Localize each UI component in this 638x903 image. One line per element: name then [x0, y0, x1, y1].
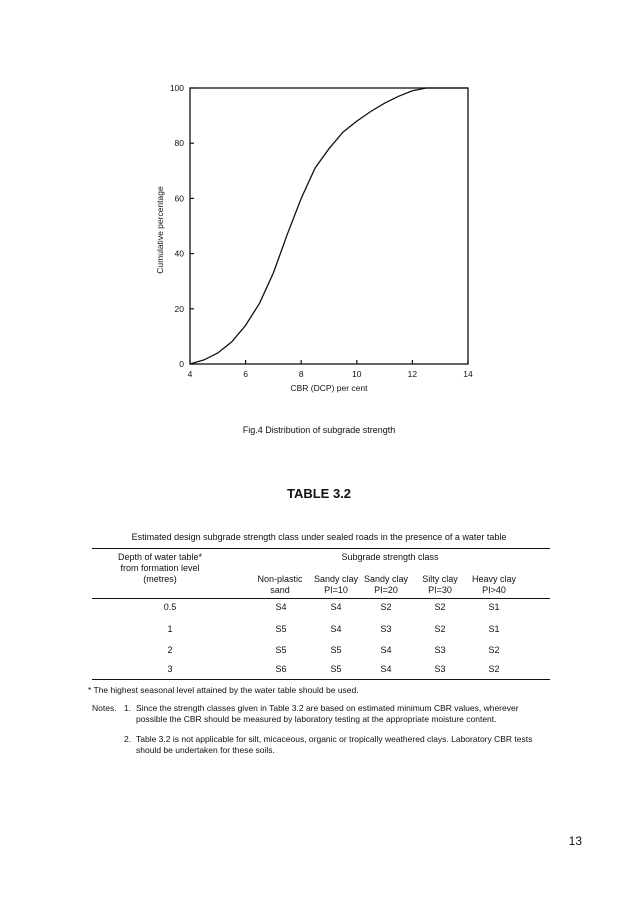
- note-number: 2.: [124, 734, 132, 744]
- class-cell: S4: [380, 645, 392, 655]
- plot-border: [190, 88, 468, 364]
- note-line: possible the CBR should be measured by laboratory testing at the appropriate moisture content.: [136, 714, 497, 724]
- cbr-distribution-chart: [0, 0, 638, 400]
- table-top-rule: [92, 548, 550, 549]
- column-header-line: Sandy clay: [313, 574, 359, 584]
- table-footnote: * The highest seasonal level attained by the water table should be used.: [88, 685, 359, 695]
- class-cell: S1: [488, 602, 500, 612]
- page-number: 13: [568, 834, 582, 848]
- x-tick-label: 6: [243, 369, 248, 379]
- depth-cell: 2: [167, 645, 173, 655]
- depth-header-line: (metres): [143, 574, 177, 584]
- x-tick-label: 14: [463, 369, 473, 379]
- depth-cell: 0.5: [163, 602, 177, 612]
- notes-label: Notes.: [92, 703, 117, 713]
- class-cell: S4: [330, 624, 342, 634]
- class-cell: S5: [275, 624, 287, 634]
- column-header-silty-clay: [412, 574, 468, 596]
- note-text: [136, 703, 519, 725]
- y-tick-label: 0: [179, 359, 184, 369]
- column-header-sandy-clay-pi10: [308, 574, 364, 596]
- x-tick-label: 10: [352, 369, 362, 379]
- y-tick-label: 100: [169, 83, 184, 93]
- class-cell: S5: [275, 645, 287, 655]
- class-cell: S3: [434, 645, 446, 655]
- column-header-non-plastic: [250, 574, 310, 596]
- class-cell: S3: [380, 624, 392, 634]
- class-cell: S2: [434, 602, 446, 612]
- column-header-line: PI=10: [324, 585, 348, 595]
- class-cell: S2: [488, 645, 500, 655]
- class-cell: S2: [380, 602, 392, 612]
- y-tick-label: 20: [174, 303, 184, 314]
- note-line: should be undertaken for these soils.: [136, 745, 275, 755]
- class-cell: S4: [380, 664, 392, 674]
- column-header-line: Sandy clay: [363, 574, 409, 584]
- x-tick-label: 8: [298, 369, 304, 379]
- x-axis-label: CBR (DCP) per cent: [290, 383, 368, 393]
- strength-class-header: Subgrade strength class: [341, 552, 439, 562]
- class-cell: S5: [330, 645, 342, 655]
- note-text: [136, 734, 532, 756]
- table-caption: Estimated design subgrade strength class under sealed roads in the presence of a water table: [131, 532, 507, 542]
- table-bottom-rule: [92, 679, 550, 680]
- note-line: Since the strength classes given in Table 3.2 are based on estimated minimum CBR values, wherever: [136, 703, 519, 713]
- column-header-line: PI>40: [482, 585, 506, 595]
- y-tick-label: 60: [174, 193, 184, 204]
- class-cell: S2: [434, 624, 446, 634]
- column-header-sandy-clay-pi20: [358, 574, 414, 596]
- class-cell: S3: [434, 664, 446, 674]
- column-header-line: PI=20: [374, 585, 398, 595]
- column-header-line: PI=30: [428, 585, 452, 595]
- column-header-line: sand: [270, 585, 290, 595]
- cumulative-curve: [190, 88, 468, 364]
- depth-cell: 1: [167, 624, 173, 634]
- class-cell: S1: [488, 624, 500, 634]
- column-header-line: Non-plastic: [257, 574, 303, 584]
- y-tick-label: 40: [174, 248, 184, 259]
- table-header-rule: [92, 598, 550, 599]
- figure-caption: Fig.4 Distribution of subgrade strength: [242, 425, 396, 435]
- class-cell: S4: [275, 602, 287, 612]
- y-tick-label: 80: [174, 138, 184, 149]
- column-header-heavy-clay: [466, 574, 522, 596]
- note-number: 1.: [124, 703, 132, 713]
- class-cell: S4: [330, 602, 342, 612]
- class-cell: S6: [275, 664, 287, 674]
- x-tick-label: 4: [187, 369, 193, 379]
- column-header-line: Silty clay: [422, 574, 458, 584]
- depth-header-line: Depth of water table*: [117, 552, 203, 562]
- depth-cell: 3: [167, 664, 173, 674]
- depth-header-line: from formation level: [120, 563, 200, 573]
- note-line: Table 3.2 is not applicable for silt, micaceous, organic or tropically weathered clays. Laboratory CBR tests: [136, 734, 533, 744]
- column-header-line: Heavy clay: [471, 574, 516, 584]
- class-cell: S2: [488, 664, 500, 674]
- x-tick-label: 12: [407, 369, 418, 379]
- class-cell: S5: [330, 664, 342, 674]
- plot-frame: [190, 88, 468, 364]
- x-axis-ticks: [188, 360, 473, 379]
- table-title: TABLE 3.2: [286, 486, 352, 501]
- depth-header: [110, 552, 210, 585]
- y-axis-label: Cumulative percentage: [155, 186, 165, 274]
